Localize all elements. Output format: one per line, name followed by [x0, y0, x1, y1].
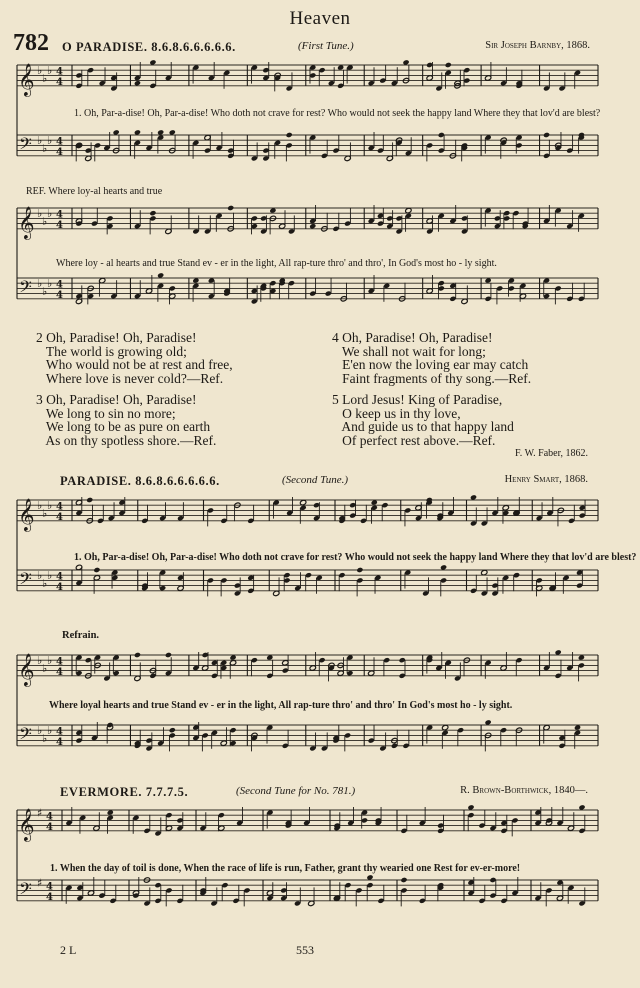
footer-signature: 2 L: [60, 943, 77, 957]
tune-2-lyric-line: 1. Oh, Par-a-dise! Oh, Par-a-dise! Who doth not crave for rest? Who would not seek the happy land Where they that lov'd are blest?: [74, 552, 637, 563]
svg-text:4: 4: [56, 209, 63, 221]
bass-clef-icon: 𝄢: [19, 878, 32, 903]
staff: [17, 804, 598, 841]
tune-1-refrain-label: REF. Where loy-al hearts and true: [26, 186, 163, 197]
sharp-icon: ♯: [37, 876, 43, 890]
tune-1-refrain-lyric: Where loy - al hearts and true Stand ev - er in the light, All rap-ture thro' and thro', In God's most ho - ly sight.: [56, 258, 497, 269]
bass-clef-icon: 𝄢: [19, 276, 32, 301]
svg-text:4: 4: [46, 891, 53, 903]
flat-icon: ♭: [42, 142, 48, 155]
flat-icon: ♭: [47, 207, 53, 221]
tune-2-refrain-label: Refrain.: [62, 630, 100, 641]
flat-icon: ♭: [42, 507, 48, 520]
bass-clef-icon: 𝄢: [19, 568, 32, 593]
tune-1-composer: Sir Joseph Barnby, 1868.: [485, 40, 590, 51]
verse-5: 5 Lord Jesus! King of Paradise, O keep us in thy love, And guide us to that happy land Of perfect rest above.—Ref.: [332, 392, 514, 448]
flat-icon: ♭: [42, 662, 48, 675]
staff: [17, 205, 598, 240]
svg-text:4: 4: [56, 581, 63, 593]
svg-text:4: 4: [56, 76, 63, 88]
flat-icon: ♭: [47, 499, 53, 513]
tune-1-lyric-line: 1. Oh, Par-a-dise! Oh, Par-a-dise! Who doth not crave for rest? Who would not seek the happy land Where they that lov'd are blest?: [74, 108, 601, 119]
svg-text:4: 4: [56, 666, 63, 678]
tune-1-name: O PARADISE. 8.6.8.6.6.6.6.6.: [62, 40, 236, 54]
staff: [17, 649, 598, 686]
svg-text:4: 4: [46, 821, 53, 833]
verse-3: 3 Oh, Paradise! Oh, Paradise! We long to sin no more; We long to be as pure on earth As on thy spotless shore.—Ref.: [36, 392, 217, 448]
staff: [17, 564, 598, 596]
svg-text:4: 4: [56, 656, 63, 668]
flat-icon: ♭: [47, 64, 53, 78]
bass-clef-icon: 𝄢: [19, 723, 32, 748]
svg-text:4: 4: [56, 279, 63, 291]
staff: [17, 874, 598, 906]
verse-4: 4 Oh, Paradise! Oh, Paradise! We shall not wait for long; E'en now the loving ear may catch Faint fragments of thy song.—Ref.: [332, 330, 532, 386]
sharp-icon: ♯: [37, 806, 43, 820]
svg-text:4: 4: [56, 501, 63, 513]
tune-2-refrain-lyric: Where loyal hearts and true Stand ev - er in the light, All rap-ture thro' and thro' In God's most ho - ly sight.: [49, 700, 513, 711]
svg-text:4: 4: [56, 726, 63, 738]
flat-icon: ♭: [37, 654, 43, 668]
section-title: Heaven: [289, 8, 351, 29]
treble-clef-icon: 𝄞: [18, 62, 35, 96]
music-system: [0, 800, 640, 950]
staff: [17, 59, 598, 96]
svg-text:4: 4: [46, 881, 53, 893]
flat-icon: ♭: [37, 64, 43, 78]
svg-text:4: 4: [56, 511, 63, 523]
treble-clef-icon: 𝄞: [18, 807, 35, 841]
flat-icon: ♭: [47, 724, 53, 738]
staff: [17, 129, 598, 161]
flat-icon: ♭: [42, 215, 48, 228]
flat-icon: ♭: [47, 654, 53, 668]
flat-icon: ♭: [37, 724, 43, 738]
svg-text:4: 4: [56, 146, 63, 158]
verse-author: F. W. Faber, 1862.: [515, 448, 588, 459]
tune-1-note: (First Tune.): [298, 40, 354, 52]
tune-3-composer: R. Brown-Borthwick, 1840—.: [460, 785, 588, 796]
tune-3-lyric-line: 1. When the day of toil is done, When the race of life is run, Father, grant thy wearied one Rest for ev-er-more!: [50, 863, 521, 874]
svg-text:4: 4: [56, 219, 63, 231]
bass-clef-icon: 𝄢: [19, 133, 32, 158]
flat-icon: ♭: [42, 732, 48, 745]
flat-icon: ♭: [42, 285, 48, 298]
treble-clef-icon: 𝄞: [18, 497, 35, 531]
svg-text:4: 4: [46, 811, 53, 823]
music-system: [0, 645, 640, 780]
flat-icon: ♭: [42, 72, 48, 85]
flat-icon: ♭: [47, 134, 53, 148]
svg-text:4: 4: [56, 736, 63, 748]
tune-2-name: PARADISE. 8.6.8.6.6.6.6.6.: [60, 474, 220, 488]
staff: [17, 272, 598, 304]
verse-2: 2 Oh, Paradise! Oh, Paradise! The world is growing old; Who would not be at rest and free, Where love is never cold?—Ref.: [36, 330, 233, 386]
svg-text:4: 4: [56, 136, 63, 148]
flat-icon: ♭: [37, 569, 43, 583]
tune-2-note: (Second Tune.): [282, 474, 348, 486]
svg-text:4: 4: [56, 571, 63, 583]
treble-clef-icon: 𝄞: [18, 205, 35, 239]
flat-icon: ♭: [42, 577, 48, 590]
flat-icon: ♭: [47, 277, 53, 291]
svg-text:4: 4: [56, 289, 63, 301]
staff: [17, 719, 598, 751]
hymn-number: 782: [13, 30, 49, 56]
staff: [17, 494, 598, 531]
tune-2-composer: Henry Smart, 1868.: [504, 474, 588, 485]
svg-text:4: 4: [56, 66, 63, 78]
flat-icon: ♭: [37, 207, 43, 221]
music-system: [0, 55, 640, 190]
flat-icon: ♭: [37, 134, 43, 148]
flat-icon: ♭: [37, 499, 43, 513]
flat-icon: ♭: [47, 569, 53, 583]
page-number: 553: [296, 943, 314, 957]
tune-3-note: (Second Tune for No. 781.): [236, 785, 356, 797]
treble-clef-icon: 𝄞: [18, 652, 35, 686]
tune-3-name: EVERMORE. 7.7.7.5.: [60, 785, 189, 799]
flat-icon: ♭: [37, 277, 43, 291]
